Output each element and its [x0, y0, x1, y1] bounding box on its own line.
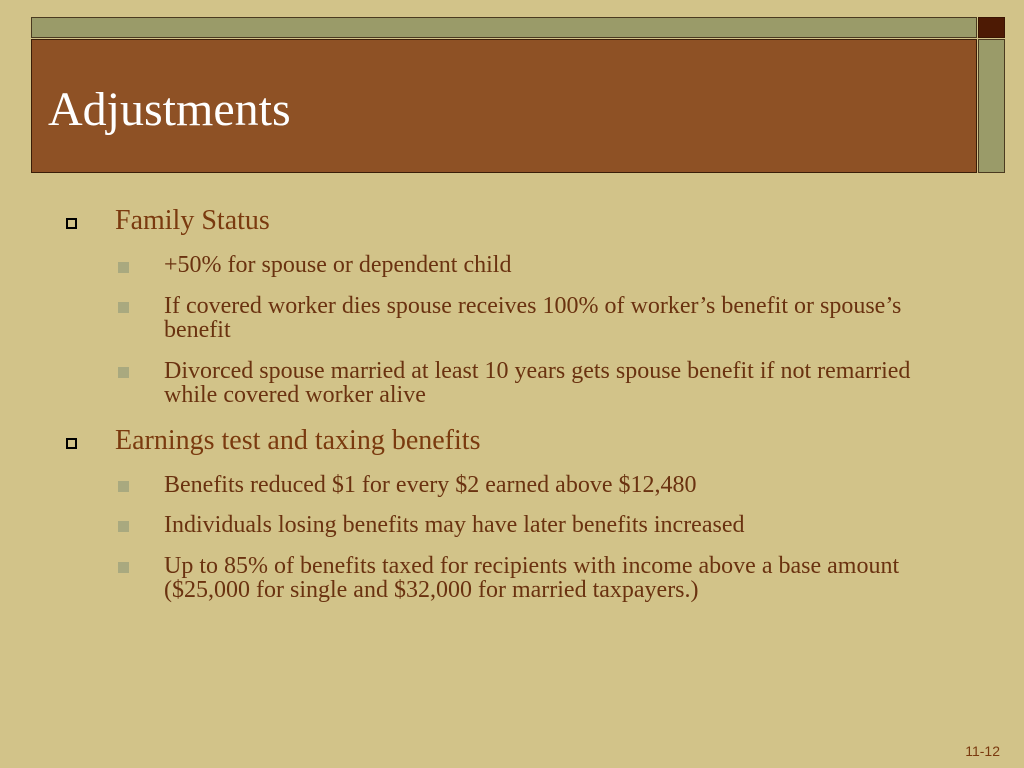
decorative-top-bar: [31, 17, 977, 38]
section-heading: Family Status: [115, 205, 270, 236]
square-bullet-icon: [118, 481, 129, 492]
square-bullet-icon: [118, 302, 129, 313]
list-item: Up to 85% of benefits taxed for recipients with income above a base amount ($25,000 for single and $32,000 for married taxpayers.): [164, 553, 900, 603]
square-bullet-icon: [118, 521, 129, 532]
hollow-square-bullet-icon: [66, 438, 77, 449]
section-heading: Earnings test and taxing benefits: [115, 425, 481, 456]
decorative-corner-square: [978, 17, 1005, 38]
list-item: Benefits reduced $1 for every $2 earned above $12,480: [164, 472, 697, 498]
page-number: 11-12: [965, 743, 1000, 759]
square-bullet-icon: [118, 262, 129, 273]
list-item: If covered worker dies spouse receives 100% of worker’s benefit or spouse’s benefit: [164, 293, 902, 343]
hollow-square-bullet-icon: [66, 218, 77, 229]
slide-title: Adjustments: [48, 83, 291, 136]
list-item: +50% for spouse or dependent child: [164, 252, 512, 278]
title-banner: [31, 39, 977, 173]
square-bullet-icon: [118, 367, 129, 378]
decorative-side-bar: [978, 39, 1005, 173]
list-item: Individuals losing benefits may have later benefits increased: [164, 512, 745, 538]
square-bullet-icon: [118, 562, 129, 573]
list-item: Divorced spouse married at least 10 years gets spouse benefit if not remarried while covered worker alive: [164, 358, 911, 408]
